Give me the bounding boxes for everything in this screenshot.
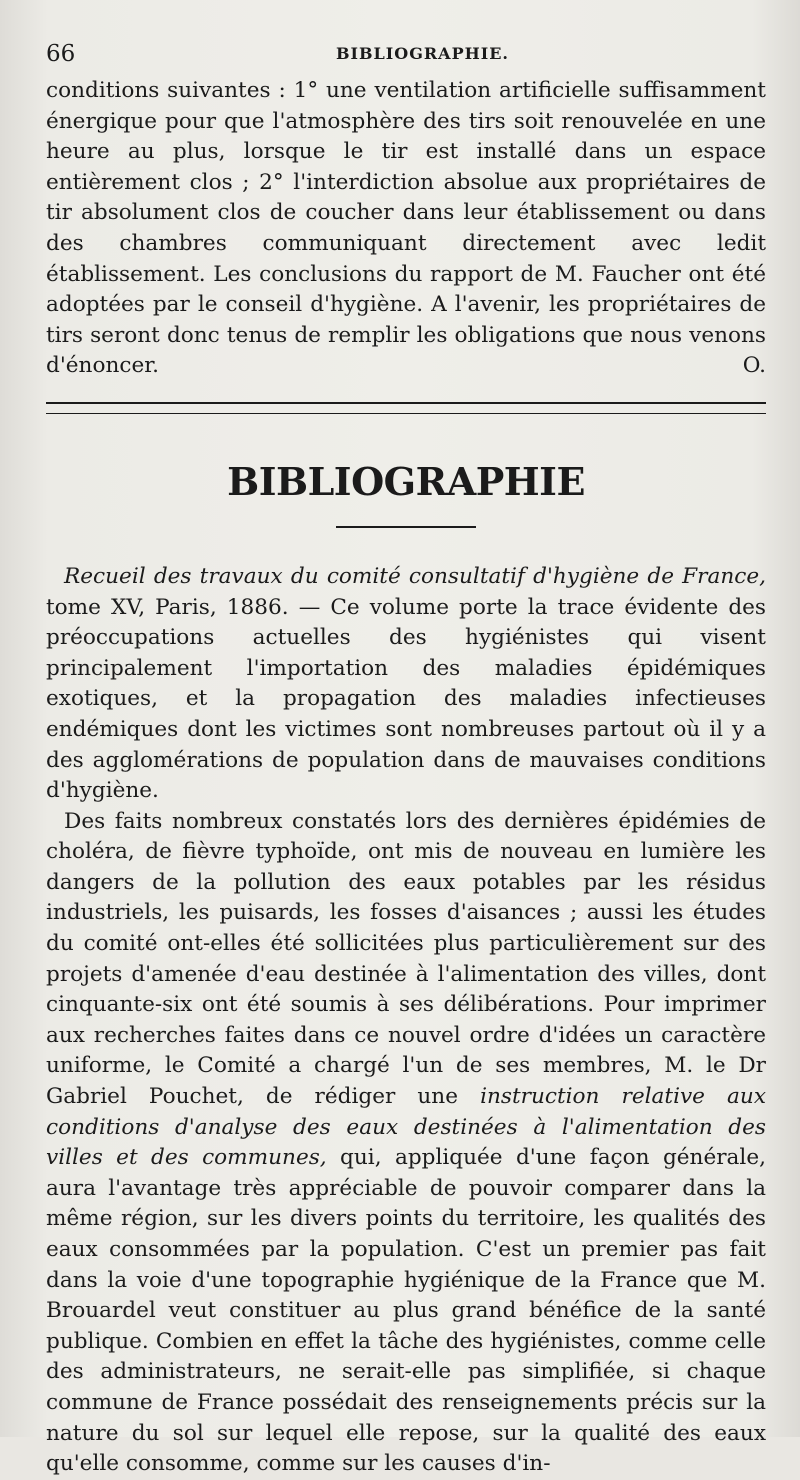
running-head <box>46 34 766 74</box>
section-title: BIBLIOGRAPHIE <box>227 458 585 504</box>
review-text-2b: qui, appliquée d'une façon générale, aura l'avantage très appréciable de pouvoir comparer dans la même région, sur les divers points du territoire, les qualités des eaux consommées par la population. C'est un premier pas fait dans la voie d'une topographie hygiénique de la France que M. Brouardel veut constituer au plus grand bénéfice de la santé publique. Combien en effet la tâche des hygiénistes, comme celle des administrateurs, ne serait-elle pas simplifiée, si chaque commune de France possédait des renseignements précis sur la nature du sol sur lequel elle repose, sur la qualité des eaux qu'elle consomme, comme sur les causes d'in- <box>46 1145 766 1477</box>
review-paragraph-2 <box>46 807 766 1480</box>
continuation-text: conditions suivantes : 1° une ventilation artificielle suffisamment énergique pour que l'atmosphère des tirs soit renouvelée en une heure au plus, lorsque le tir est installé dans un espace entièrement clos ; 2° l'interdiction absolue aux propriétaires de tir absolument clos de coucher dans leur établissement ou dans des chambres communiquant directement avec ledit établissement. Les conclusions du rapport de M. Faucher ont été adoptées par le conseil d'hygiène. A l'avenir, les propriétaires de tirs seront donc tenus de remplir les obligations que nous venons d'énoncer. <box>46 78 766 379</box>
review-text-1: tome XV, Paris, 1886. — Ce volume porte la trace évidente des préoccupations actuelles des hygiénistes qui visent principalement l'importation des maladies épidémiques exotiques, et la propagation des maladies infectieuses endémiques dont les victimes sont nombreuses partout où il y a des agglomérations de population dans de mauvaises conditions d'hygiène. <box>46 594 766 804</box>
review-text-2a: Des faits nombreux constatés lors des dernières épidémies de choléra, de fièvre typhoïde, ont mis de nouveau en lumière les dangers de la pollution des eaux potables par les résidus industriels, les puisards, les fosses d'aisances ; aussi les études du comité ont-elles été sollicitées plus particulièrement sur des projets d'amenée d'eau destinée à l'alimentation des villes, dont cinquante-six ont été soumis à ses délibérations. Pour imprimer aux recherches faites dans ce nouvel ordre d'idées un caractère uniforme, le Comité a chargé l'un de ses membres, M. le Dr Gabriel Pouchet, de rédiger une <box>46 808 766 1110</box>
book-title: Recueil des travaux du comité consultatif d'hygiène de France, <box>64 563 766 589</box>
running-title: BIBLIOGRAPHIE. <box>336 44 509 63</box>
author-initial: O. <box>742 353 766 379</box>
page-number: 66 <box>46 41 76 67</box>
section-divider <box>46 402 766 414</box>
review-paragraph-1 <box>46 562 766 807</box>
instruction-title: instruction relative aux conditions d'analyse des eaux destinées à l'alimentation des villes et des communes, <box>46 1084 766 1171</box>
continuation-paragraph <box>46 76 766 382</box>
title-underline <box>336 526 476 528</box>
